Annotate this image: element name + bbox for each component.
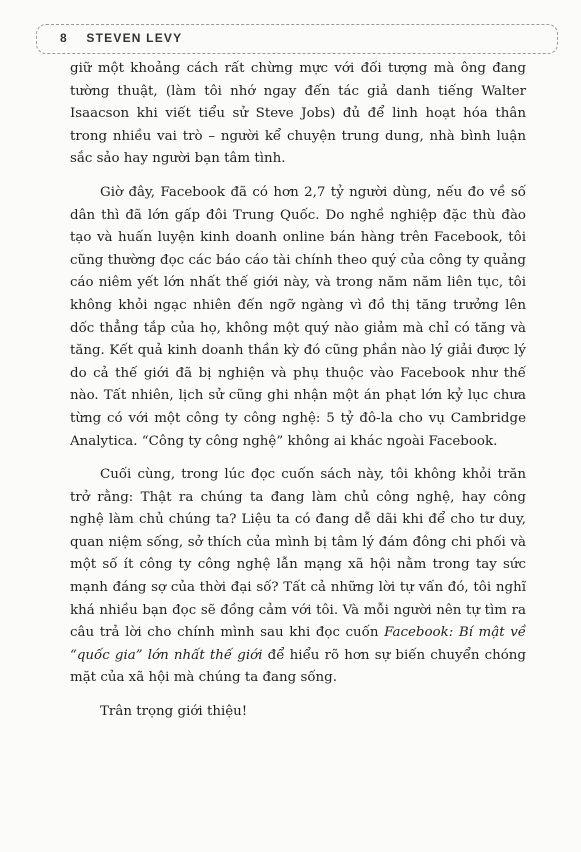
book-title: Facebook: Bí mật về “quốc gia” lớn nhất thế giới [70, 625, 526, 663]
paragraph-3 [70, 464, 526, 690]
paragraph-3-end: để hiểu rõ hơn sự biến chuyển chóng mặt của xã hội mà chúng ta đang sống. [70, 647, 526, 686]
running-header [60, 31, 182, 45]
page-number: 8 [60, 31, 68, 45]
paragraph-3-text: Cuối cùng, trong lúc đọc cuốn sách này, tôi không khỏi trăn trở rằng: Thật ra chúng ta đang làm chủ công nghệ, hay công nghệ làm chủ chúng ta? Liệu ta có đang dễ dãi khi để cho tư duy, quan niệm sống, sở thích của mình bị tâm lý đám đông chi phối và một số ít công ty công nghệ lẫn mạng xã hội nằm trong tay sức mạnh đáng sợ của thời đại số? Tất cả những lời tự vấn đó, tôi nghĩ khá nhiều bạn đọc sẽ đồng cảm với tôi. Và mỗi người nên tự tìm ra câu trả lời cho chính mình sau khi đọc cuốn [70, 467, 526, 641]
author-name: STEVEN LEVY [86, 31, 183, 45]
body-text [70, 58, 526, 735]
paragraph-1: giữ một khoảng cách rất chừng mực với đối tượng mà ông đang tường thuật, (làm tôi nhớ ngay đến tác giả danh tiếng Walter Isaacson khi viết tiểu sử Steve Jobs) đủ để linh hoạt hóa thân trong nhiều vai trò – người kể chuyện trung dung, nhà bình luận sắc sảo hay người bạn tâm tình. [70, 61, 526, 167]
paragraph-2: Giờ đây, Facebook đã có hơn 2,7 tỷ người dùng, nếu đo về số dân thì đã lớn gấp đôi Trung Quốc. Do nghề nghiệp đặc thù đào tạo và huấn luyện kinh doanh online bán hàng trên Facebook, tôi cũng thường đọc các báo cáo tài chính theo quý của công ty quảng cáo niêm yết lớn nhất thế giới này, và trong năm năm liên tục, tôi không khỏi ngạc nhiên đến ngỡ ngàng vì đồ thị tăng trưởng lên dốc thẳng tắp của họ, không một quý nào giảm mà chỉ có tăng và tăng. Kết quả kinh doanh thần kỳ đó cũng phần nào lý giải được lý do cả thế giới đã bị nghiện và phụ thuộc vào Facebook như thế nào. Tất nhiên, lịch sử cũng ghi nhận một án phạt lớn kỷ lục chưa từng có với một công ty công nghệ: 5 tỷ đô-la cho vụ Cambridge Analytica. “Công ty công nghệ” không ai khác ngoài Facebook. [70, 184, 526, 449]
closing-line: Trân trọng giới thiệu! [100, 704, 248, 720]
